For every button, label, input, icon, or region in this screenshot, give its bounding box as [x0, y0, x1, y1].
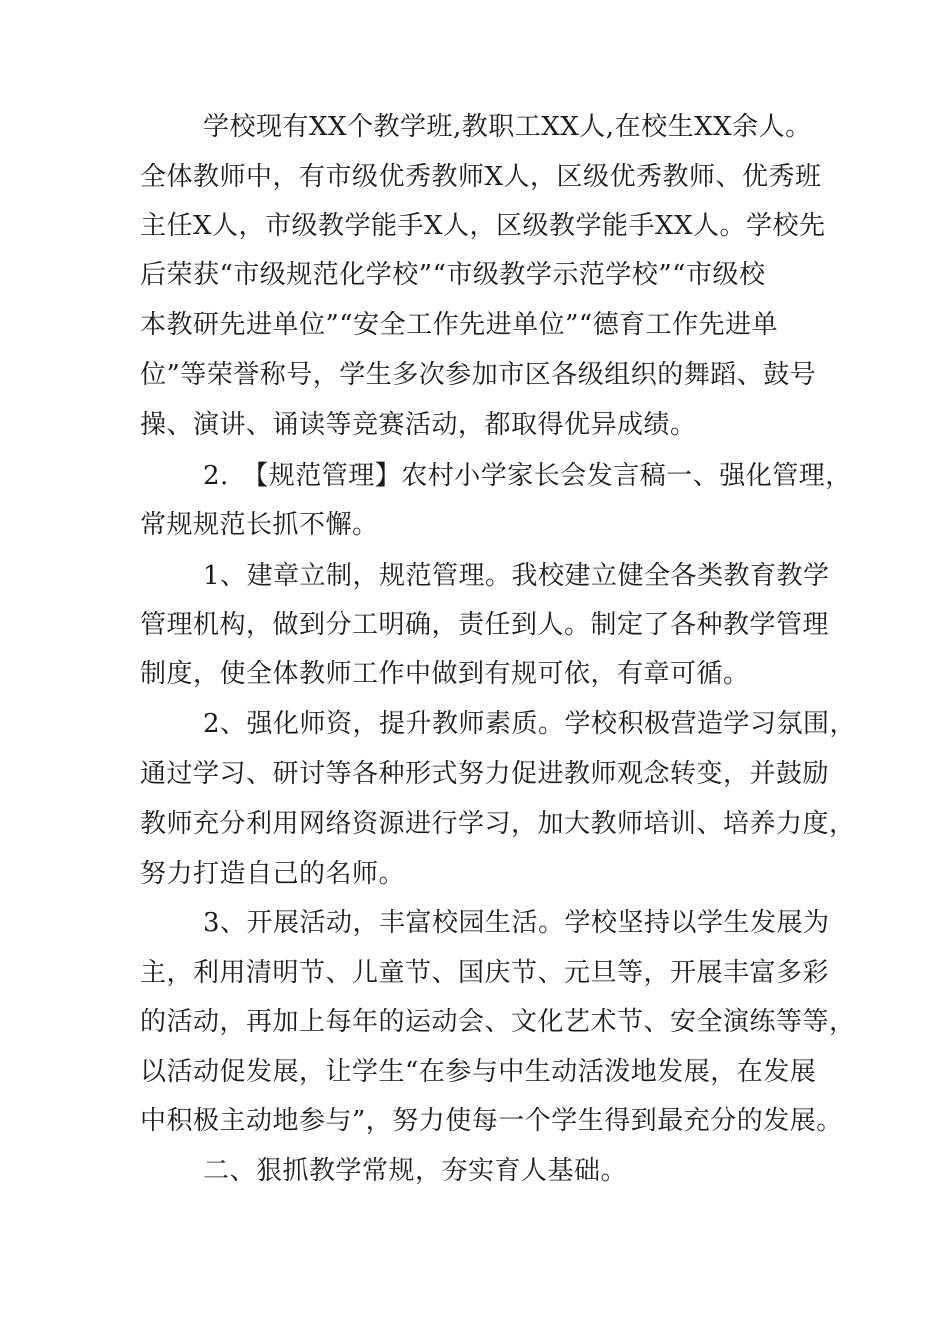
- text-line: 学校现有XX个教学班,教职工XX人,在校生XX余人。: [203, 112, 812, 142]
- text-line: 管理机构，做到分工明确，责任到人。制定了各种教学管理: [140, 610, 830, 640]
- text-line: 主任X人，市级教学能手X人，区级教学能手XX人。学校先: [140, 211, 826, 241]
- text-line: 制度，使全体教师工作中做到有规可依，有章可循。: [140, 659, 750, 689]
- text-line: 努力打造自己的名师。: [140, 859, 406, 889]
- text-line: 3、开展活动，丰富校园生活。学校坚持以学生发展为: [203, 908, 830, 938]
- text-line: 主，利用清明节、儿童节、国庆节、元旦等，开展丰富多彩: [140, 958, 830, 988]
- text-line: 后荣获“市级规范化学校”“市级教学示范学校”“市级校: [140, 260, 766, 290]
- text-line: 的活动，再加上每年的运动会、文化艺术节、安全演练等等，: [140, 1007, 856, 1037]
- section-heading: 二、狠抓教学常规，夯实育人基础。: [203, 1156, 628, 1186]
- text-line: 操、演讲、诵读等竞赛活动，都取得优异成绩。: [140, 410, 697, 440]
- text-line: 通过学习、研讨等各种形式努力促进教师观念转变，并鼓励: [140, 759, 830, 789]
- section-heading: 2. 【规范管理】农村小学家长会发言稿一、强化管理，: [203, 461, 852, 491]
- text-line: 位”等荣誉称号，学生多次参加市区各级组织的舞蹈、鼓号: [140, 360, 817, 390]
- text-line: 本教研先进单位”“安全工作先进单位”“德育工作先进单: [140, 310, 779, 340]
- text-line: 教师充分利用网络资源进行学习，加大教师培训、培养力度，: [140, 809, 856, 839]
- text-line: 1、建章立制，规范管理。我校建立健全各类教育教学: [203, 561, 830, 591]
- text-line: 2、强化师资，提升教师素质。学校积极营造学习氛围，: [203, 709, 857, 739]
- text-line: 全体教师中，有市级优秀教师X人，区级优秀教师、优秀班: [140, 162, 822, 192]
- text-line: 常规规范长抓不懈。: [140, 510, 379, 540]
- text-line: 以活动促发展，让学生“在参与中生动活泼地发展，在发展: [140, 1057, 817, 1087]
- text-line: 中积极主动地参与”，努力使每一个学生得到最充分的发展。: [140, 1106, 843, 1136]
